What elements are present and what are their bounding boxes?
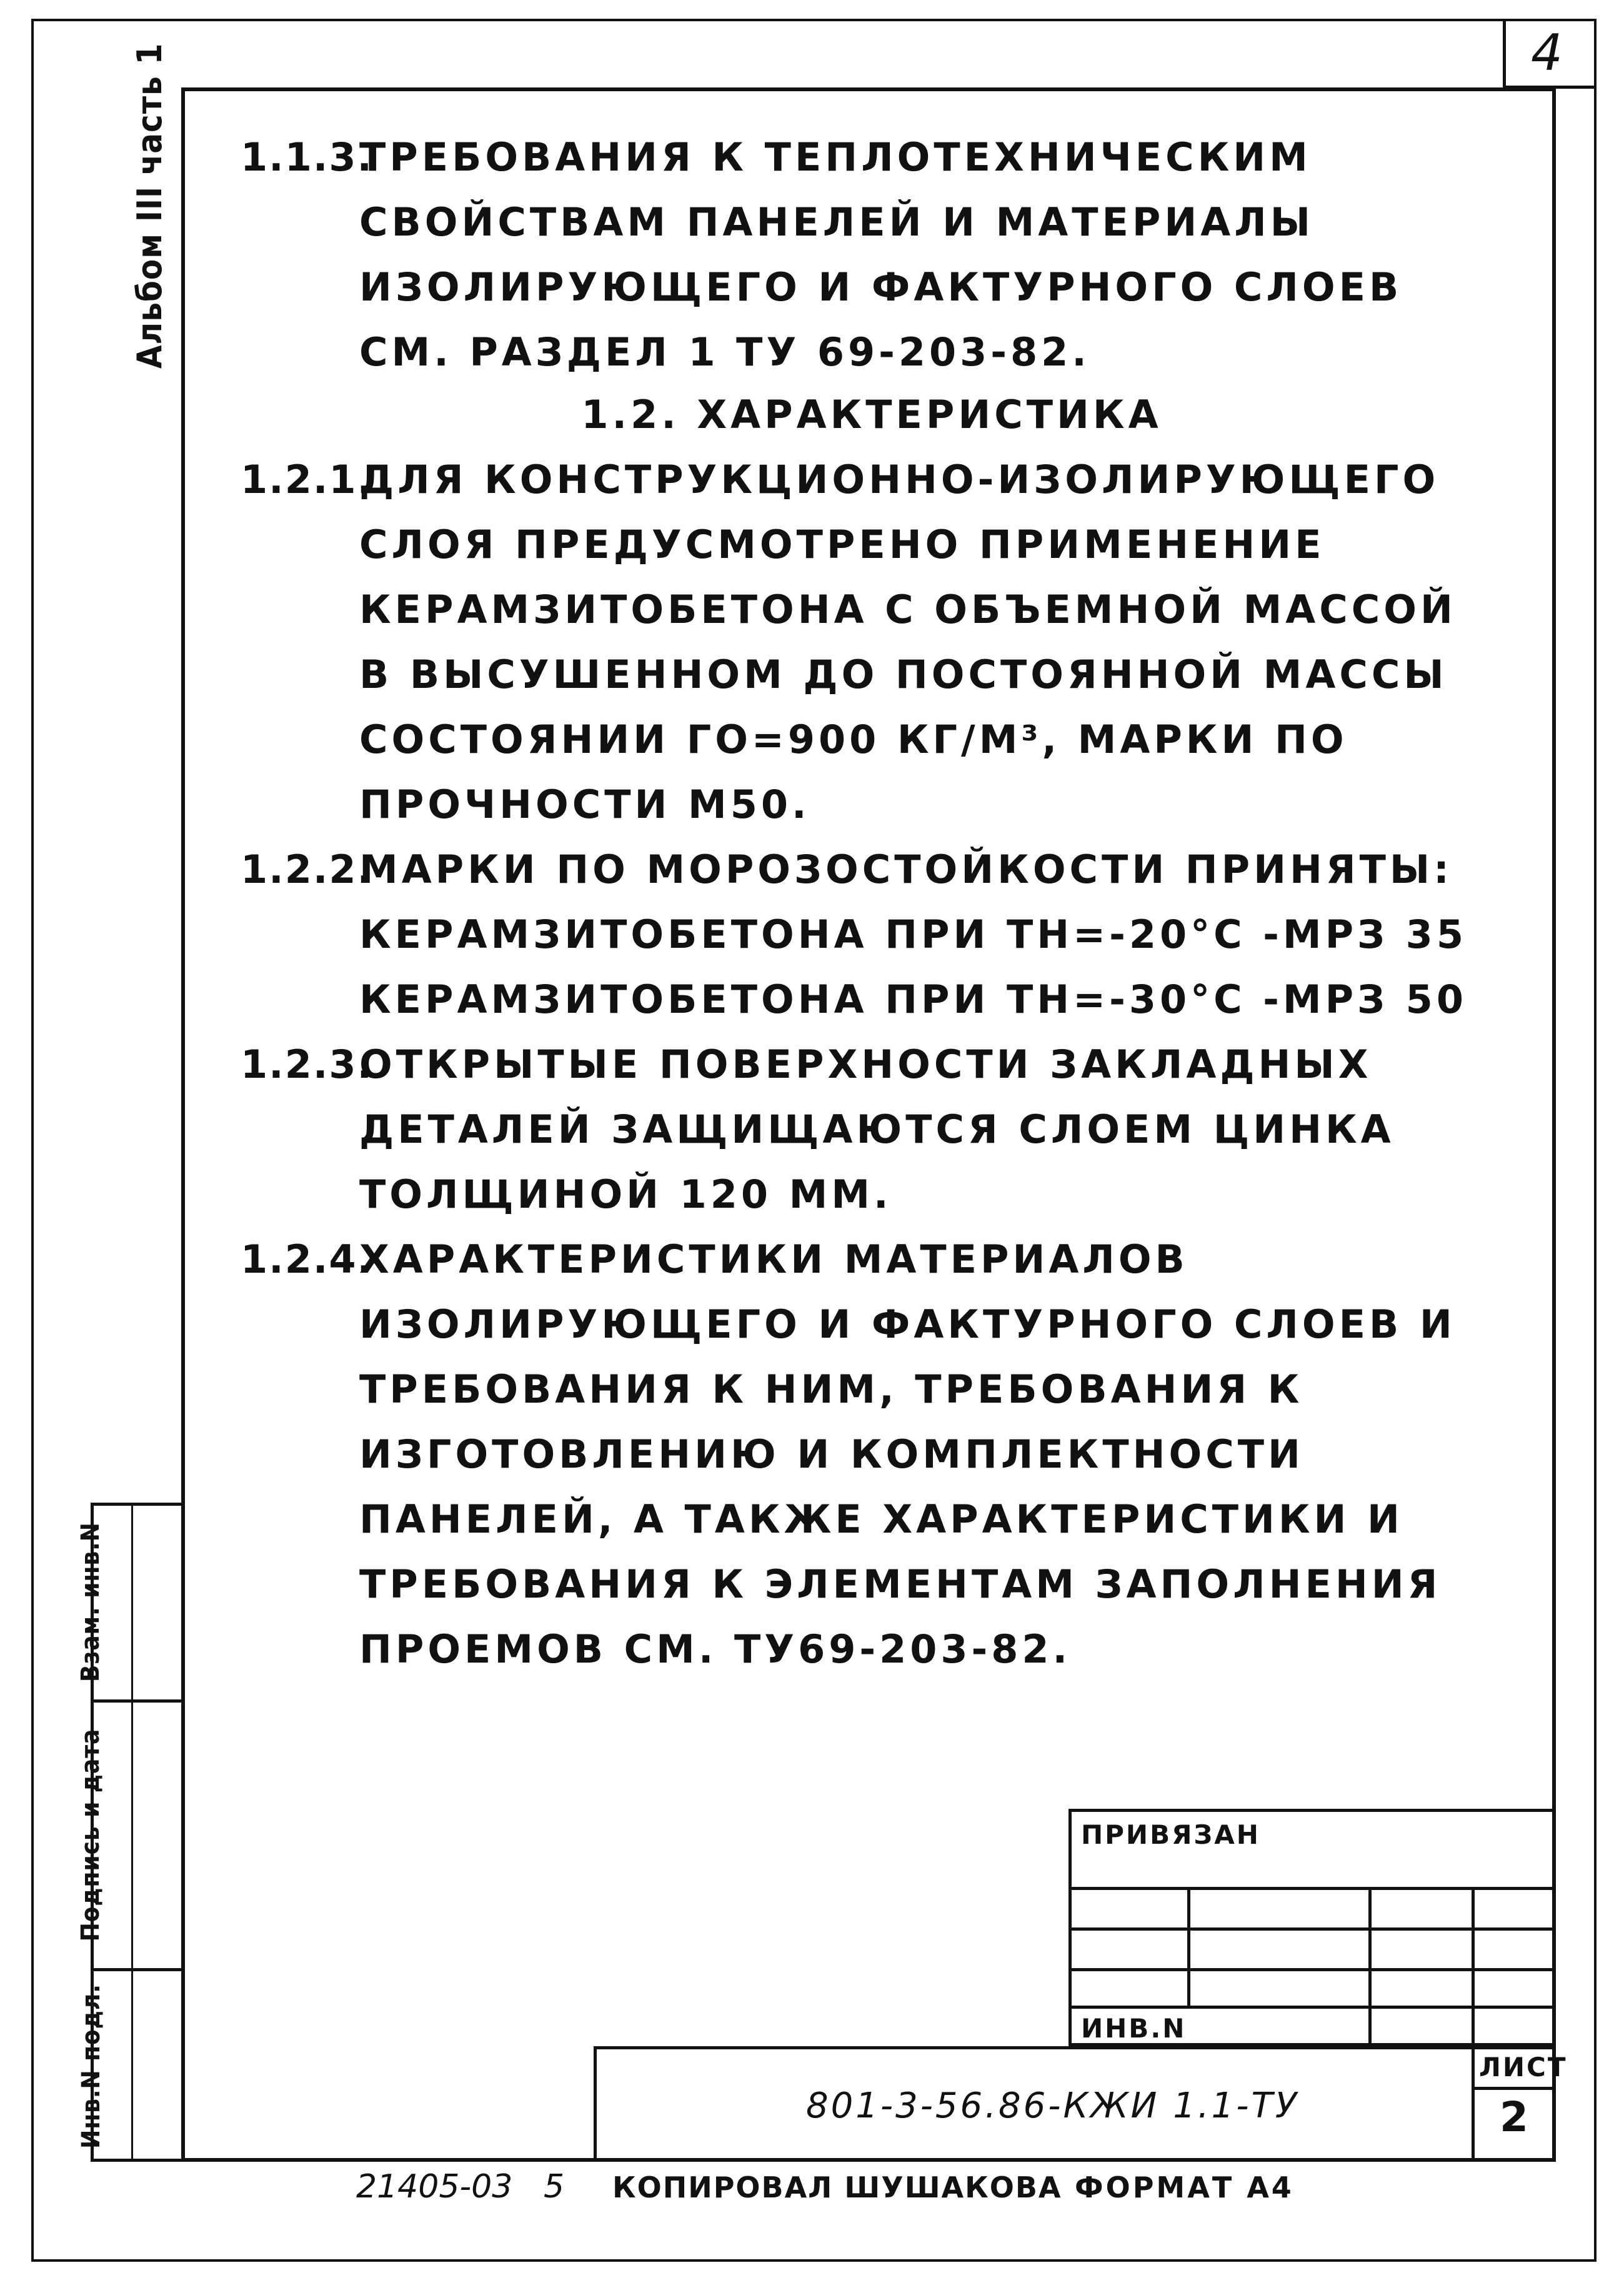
paragraph-text: ХАРАКТЕРИСТИКИ МАТЕРИАЛОВ ИЗОЛИРУЮЩЕГО И ФАКТУРНОГО СЛОЕВ И ТРЕБОВАНИЯ К НИМ, ТРЕБОВАНИЯ К ИЗГОТОВЛЕНИЮ И КОМПЛЕКТНОСТИ ПАНЕЛЕЙ, А ТАКЖЕ ХАРАКТЕРИСТИКИ И ТРЕБОВАНИЯ К ЭЛЕМЕНТАМ ЗАПОЛНЕНИЯ ПРОЕМОВ СМ. ТУ69-203-82. <box>359 1236 1456 1672</box>
side-stamp-replace-label: Взам. инв.N <box>76 1522 105 1682</box>
copy-number: 5 <box>544 2168 565 2206</box>
section-heading <box>241 382 1503 447</box>
binding-row-line <box>1069 2006 1556 2009</box>
paragraph-1-1-3 <box>241 125 1503 385</box>
binding-row-line <box>1069 1887 1556 1890</box>
paragraph-1-2-1 <box>241 447 1503 837</box>
binding-row-line <box>1069 1968 1556 1971</box>
paragraph-text: МАРКИ ПО МОРОЗОСТОЙКОСТИ ПРИНЯТЫ: <box>359 847 1453 892</box>
side-stamp-inv-label: Инв.N подл. <box>77 1984 106 2149</box>
side-album-title: Альбом III часть 1 <box>130 42 169 369</box>
corner-sheet-number: 4 <box>1531 24 1563 82</box>
side-stamp-sign-label: Подпись и дата <box>76 1728 105 1942</box>
side-stamp-row-divider <box>91 1699 184 1703</box>
inventory-number-label: ИНВ.N <box>1081 2013 1187 2044</box>
binding-row-line <box>1069 1927 1556 1931</box>
binding-col-line <box>1368 1887 1372 2046</box>
binding-col-line <box>1472 1887 1475 2046</box>
paragraph-number: 1.2.3. <box>241 1042 374 1087</box>
sheet-column-line <box>1472 2046 1475 2162</box>
paragraph-1-2-4 <box>241 1227 1503 1682</box>
document-body <box>241 125 1503 1682</box>
binding-col-line <box>1187 1887 1190 2006</box>
side-stamp-divider <box>131 1503 133 2162</box>
frost-grade-line-1: КЕРАМЗИТОБЕТОНА ПРИ TН=-20°С -МРЗ 35 <box>359 912 1467 957</box>
paragraph-number: 1.2.4. <box>241 1236 374 1282</box>
paragraph-number: 1.1.3. <box>241 134 374 180</box>
sheet-label: ЛИСТ <box>1479 2052 1568 2082</box>
paragraph-text: ТРЕБОВАНИЯ К ТЕПЛОТЕХНИЧЕСКИМ СВОЙСТВАМ ПАНЕЛЕЙ И МАТЕРИАЛЫ ИЗОЛИРУЮЩЕГО И ФАКТУРНОГО СЛОЕВ СМ. РАЗДЕЛ 1 ТУ 69-203-82. <box>359 134 1403 375</box>
document-code: 801-3-56.86-КЖИ 1.1-ТУ <box>806 2086 1299 2126</box>
paragraph-1-2-2 <box>241 837 1503 1032</box>
section-heading-text: 1.2. ХАРАКТЕРИСТИКА <box>581 392 1162 437</box>
side-stamp-row-divider <box>91 1968 184 1971</box>
sheet-label-line <box>1472 2087 1556 2090</box>
paragraph-text: ОТКРЫТЫЕ ПОВЕРХНОСТИ ЗАКЛАДНЫХ ДЕТАЛЕЙ ЗАЩИЩАЮТСЯ СЛОЕМ ЦИНКА ТОЛЩИНОЙ 120 ММ. <box>359 1042 1395 1217</box>
paragraph-text: ДЛЯ КОНСТРУКЦИОННО-ИЗОЛИРУЮЩЕГО СЛОЯ ПРЕДУСМОТРЕНО ПРИМЕНЕНИЕ КЕРАМЗИТОБЕТОНА С ОБЪЕМНОЙ МАССОЙ В ВЫСУШЕННОМ ДО ПОСТОЯННОЙ МАССЫ СОСТОЯНИИ ΓO=900 КГ/М³, МАРКИ ПО ПРОЧНОСТИ М50. <box>359 457 1457 827</box>
paper-format: ФОРМАТ А4 <box>1075 2171 1294 2204</box>
order-number: 21405-03 <box>356 2168 513 2206</box>
paragraph-number: 1.2.2. <box>241 847 374 892</box>
frost-grade-line-2: КЕРАМЗИТОБЕТОНА ПРИ TН=-30°С -МРЗ 50 <box>359 977 1467 1022</box>
paragraph-number: 1.2.1. <box>241 457 374 502</box>
paragraph-1-2-3 <box>241 1032 1503 1227</box>
sheet-number: 2 <box>1500 2093 1528 2141</box>
binding-label: ПРИВЯЗАН <box>1081 1819 1260 1850</box>
copied-by: КОПИРОВАЛ ШУШАКОВА <box>612 2171 1062 2204</box>
